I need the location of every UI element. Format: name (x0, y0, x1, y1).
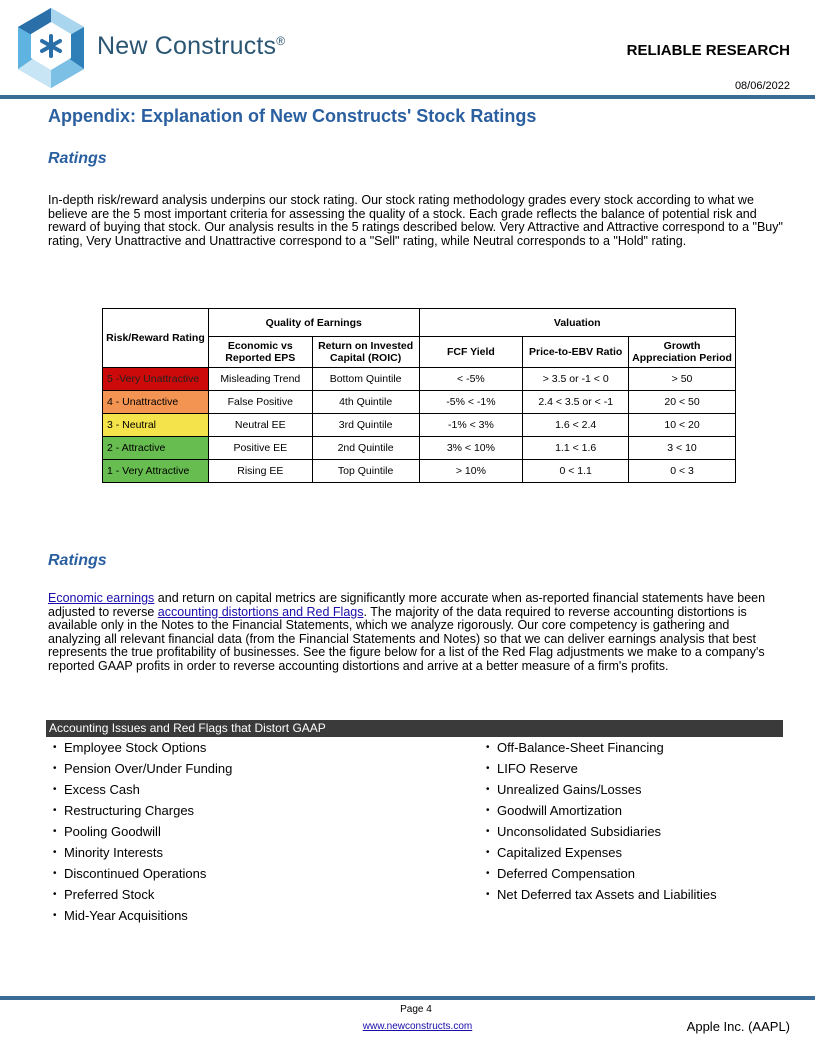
table-row (103, 414, 736, 437)
ratings-table (102, 308, 736, 483)
rating-label: 5 -Very Unattractive (103, 368, 209, 391)
rating-label: 3 - Neutral (103, 414, 209, 437)
footer-divider (0, 996, 815, 1000)
table-cell: 1.1 < 1.6 (523, 437, 629, 460)
page-number: Page 4 (400, 1004, 432, 1015)
list-item: • Deferred Compensation (486, 866, 636, 881)
table-cell: 0 < 3 (629, 460, 736, 483)
table-cell: False Positive (208, 391, 312, 414)
table-row (103, 460, 736, 483)
table-cell: Neutral EE (208, 414, 312, 437)
table-cell: < -5% (419, 368, 523, 391)
list-item: • Unconsolidated Subsidiaries (486, 824, 662, 839)
website-link[interactable]: www.newconstructs.com (362, 1021, 473, 1032)
table-cell: -5% < -1% (419, 391, 523, 414)
table-cell: 4th Quintile (312, 391, 419, 414)
table-cell: Bottom Quintile (312, 368, 419, 391)
header-divider (0, 95, 815, 99)
hexagon-asterisk-logo (16, 6, 86, 92)
list-item: • Discontinued Operations (53, 866, 207, 881)
list-item: • Capitalized Expenses (486, 845, 623, 860)
list-item: • Unrealized Gains/Losses (486, 782, 642, 797)
table-cell: 0 < 1.1 (523, 460, 629, 483)
ratings-intro-paragraph: In-depth risk/reward analysis underpins our stock rating. Our stock rating methodology grades every stock according to what we believe are the 5 most important criteria for assessing the quality of a stock. Each grade reflects the balance of potential risk and reward of buying that stock. Our analysis results in the 5 ratings described below. Very Attractive and Attractive correspond to a "Buy" rating, Very Unattractive and Unattractive correspond to a "Sell" rating, while Neutral corresponds to a "Hold" rating. (48, 193, 783, 248)
column-header: FCF Yield (419, 337, 523, 368)
table-cell: Rising EE (208, 460, 312, 483)
header-quality-of-earnings: Quality of Earnings (208, 309, 419, 337)
list-item: • Net Deferred tax Assets and Liabilities (486, 887, 717, 902)
list-item: • Employee Stock Options (53, 740, 207, 755)
list-item: • Restructuring Charges (53, 803, 195, 818)
table-cell: 3rd Quintile (312, 414, 419, 437)
table-cell: -1% < 3% (419, 414, 523, 437)
red-flags-title: Accounting Issues and Red Flags that Distort GAAP (46, 720, 783, 737)
header-risk-reward: Risk/Reward Rating (103, 309, 209, 368)
header-valuation: Valuation (419, 309, 735, 337)
table-cell: 2.4 < 3.5 or < -1 (523, 391, 629, 414)
table-cell: 3% < 10% (419, 437, 523, 460)
page-title: Appendix: Explanation of New Constructs' Stock Ratings (48, 106, 537, 126)
table-cell: 1.6 < 2.4 (523, 414, 629, 437)
list-item: • Off-Balance-Sheet Financing (486, 740, 664, 755)
red-flags-left-list (53, 739, 232, 928)
list-item: • Pension Over/Under Funding (53, 761, 233, 776)
table-cell: 3 < 10 (629, 437, 736, 460)
list-item: • Minority Interests (53, 845, 163, 860)
table-row (103, 391, 736, 414)
table-cell: 2nd Quintile (312, 437, 419, 460)
red-flags-right-list (486, 739, 717, 907)
economic-earnings-paragraph: Economic earnings and return on capital metrics are significantly more accurate when as-reported financial statements have been adjusted to reverse accounting distortions and Red Flags. The majority of the data required to reverse accounting distortions is available only in the Notes to the Financial Statements, which we analyze rigorously. Our core competency is gathering and analyzing all relevant financial data (from the Financial Statements and Notes) so that we can deliver earnings analysis that best represents the true profitability of businesses. See the figure below for a list of the Red Flag adjustments we make to a company's reported GAAP profits in order to reverse accounting distortions and arrive at a better measure of a firm's profits. (48, 591, 766, 673)
rating-label: 2 - Attractive (103, 437, 209, 460)
company-ticker: Apple Inc. (AAPL) (686, 1019, 790, 1034)
rating-label: 1 - Very Attractive (103, 460, 209, 483)
list-item: • LIFO Reserve (486, 761, 578, 776)
list-item: • Excess Cash (53, 782, 140, 797)
table-cell: > 50 (629, 368, 736, 391)
section-heading-ratings: Ratings (48, 150, 107, 167)
column-header: Price-to-EBV Ratio (523, 337, 629, 368)
list-item: • Mid-Year Acquisitions (53, 908, 188, 923)
accounting-distortions-link[interactable]: accounting distortions and Red Flags (157, 604, 364, 619)
list-item: • Goodwill Amortization (486, 803, 622, 818)
section-heading-ratings-2: Ratings (48, 552, 107, 569)
list-item: • Preferred Stock (53, 887, 155, 902)
rating-label: 4 - Unattractive (103, 391, 209, 414)
list-item: • Pooling Goodwill (53, 824, 161, 839)
brand-name: New Constructs® (97, 32, 286, 60)
table-cell: > 3.5 or -1 < 0 (523, 368, 629, 391)
economic-earnings-link[interactable]: Economic earnings (48, 591, 155, 605)
report-date: 08/06/2022 (734, 80, 790, 92)
tagline: RELIABLE RESEARCH (626, 42, 790, 59)
table-cell: Misleading Trend (208, 368, 312, 391)
table-cell: 10 < 20 (629, 414, 736, 437)
column-header: Economic vs Reported EPS (208, 337, 312, 368)
column-header: Return on Invested Capital (ROIC) (312, 337, 419, 368)
table-cell: Positive EE (208, 437, 312, 460)
table-cell: > 10% (419, 460, 523, 483)
table-row (103, 437, 736, 460)
table-cell: 20 < 50 (629, 391, 736, 414)
column-header: Growth Appreciation Period (629, 337, 736, 368)
table-cell: Top Quintile (312, 460, 419, 483)
table-row (103, 368, 736, 391)
